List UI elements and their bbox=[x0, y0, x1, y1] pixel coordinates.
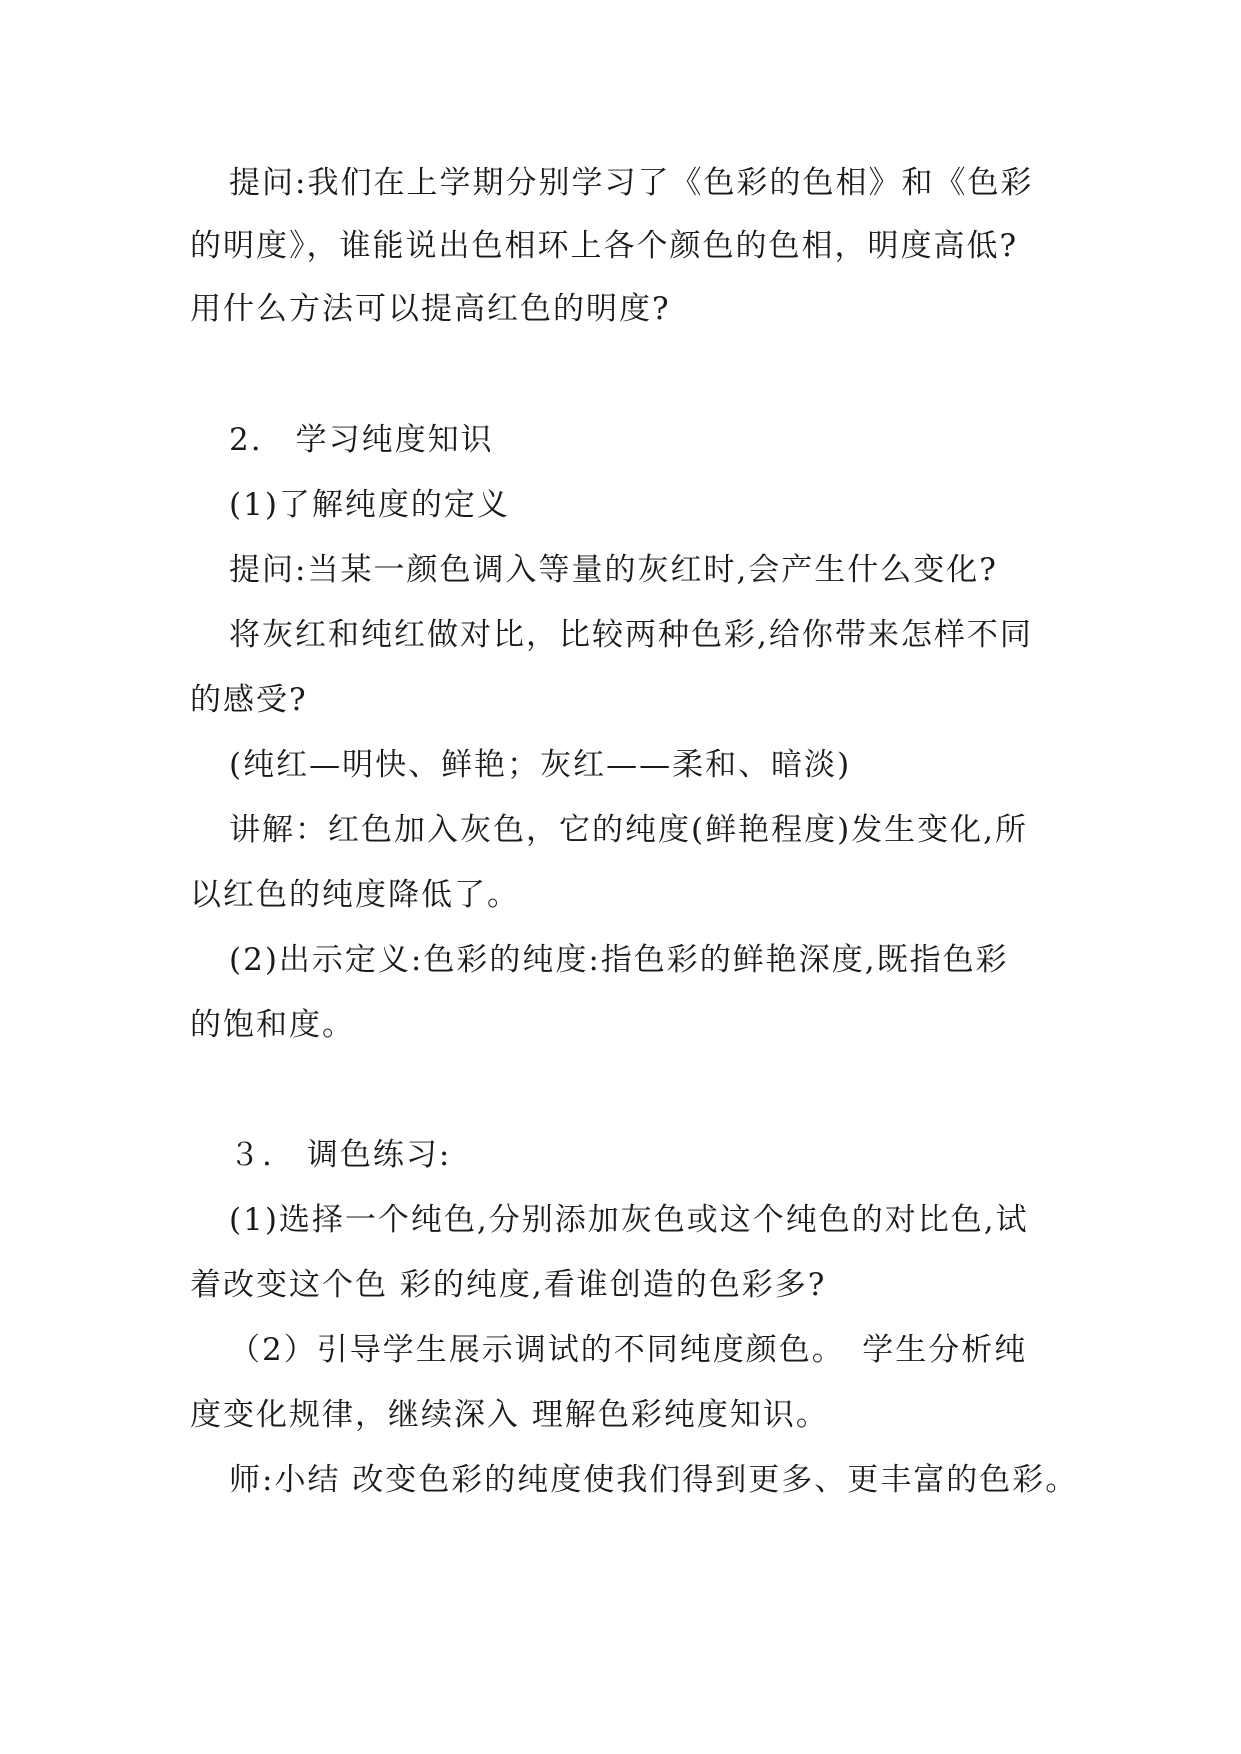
section-2-question: 提问:当某一颜色调入等量的灰红时,会产生什么变化? bbox=[229, 552, 998, 588]
section-3-item-2-line-2: 度变化规律，继续深入 理解色彩纯度知识。 bbox=[190, 1397, 829, 1433]
section-3-heading: ３. 调色练习: bbox=[229, 1137, 452, 1173]
section-3-summary: 师:小结 改变色彩的纯度使我们得到更多、更丰富的色彩。 bbox=[229, 1462, 1079, 1498]
question-intro-line-2: 的明度》，谁能说出色相环上各个颜色的色相，明度高低? bbox=[190, 228, 1019, 264]
section-2-compare-line-1: 将灰红和纯红做对比，比较两种色彩,给你带来怎样不同 bbox=[229, 617, 1033, 653]
section-3-item-2-line-1: （2）引导学生展示调试的不同纯度颜色。 学生分析纯 bbox=[229, 1332, 1028, 1368]
section-2-definition-line-1: (2)出示定义:色彩的纯度:指色彩的鲜艳深度,既指色彩 bbox=[229, 942, 1009, 978]
section-2-heading: 2. 学习纯度知识 bbox=[229, 422, 494, 458]
section-3-item-1-line-2: 着改变这个色 彩的纯度,看谁创造的色彩多? bbox=[190, 1267, 827, 1303]
section-2-compare-line-2: 的感受? bbox=[190, 682, 308, 718]
section-2-explanation-line-2: 以红色的纯度降低了。 bbox=[190, 877, 520, 913]
section-2-subheading-1: (1)了解纯度的定义 bbox=[229, 487, 510, 523]
section-3-item-1-line-1: (1)选择一个纯色,分别添加灰色或这个纯色的对比色,试 bbox=[229, 1202, 1029, 1238]
section-2-answer: (纯红—明快、鲜艳；灰红——柔和、暗淡) bbox=[229, 747, 852, 783]
section-2-explanation-line-1: 讲解：红色加入灰色，它的纯度(鲜艳程度)发生变化,所 bbox=[229, 812, 1029, 848]
question-intro-line-1: 提问:我们在上学期分别学习了《色彩的色相》和《色彩 bbox=[229, 165, 1034, 201]
section-2-definition-line-2: 的饱和度。 bbox=[190, 1007, 355, 1043]
question-intro-line-3: 用什么方法可以提高红色的明度? bbox=[190, 291, 671, 327]
